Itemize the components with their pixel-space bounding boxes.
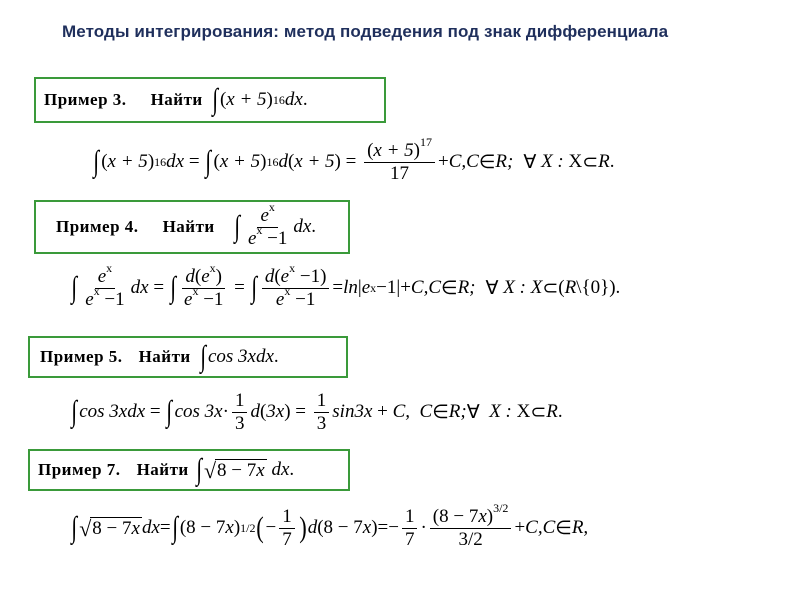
example-3-solution: ∫ ( x + 5 ) 16 dx = ∫ ( x + 5 ) 16 d ( x + 5 ) = $\frac{(x + 5)^{17}}{17}$ + C,C ∈ R; ∀ X : X ⊂ R . (93, 135, 615, 184)
example-7-label: Пример 7. (38, 460, 121, 479)
example-5-integral: ∫ cos 3xdx . (199, 340, 279, 373)
example-7-solution: ∫ √ 8 − 7x dx = ∫ (8 − 7 x ) 1/2 ( − $\frac{1}{7}$ ) d (8 − 7 x ) =− $\frac{1}{7}$ · $\frac{(8 - 7x)^{3/2}}{3/2}$ + C,C ∈ R, (71, 501, 589, 550)
example-3-integral: ∫ ( x + 5 ) 16 dx . (211, 83, 308, 116)
example-3-box (34, 77, 386, 123)
example-3-find: Найти (150, 90, 203, 109)
example-5-find: Найти (138, 347, 191, 366)
example-5-box (28, 336, 348, 378)
example-4-box (34, 200, 350, 254)
example-4-integral: ∫ $\frac{e^x}{e^x -1}$ dx . (233, 199, 317, 249)
example-7-find: Найти (136, 460, 189, 479)
example-4-label: Пример 4. (56, 217, 139, 236)
example-7-box (28, 449, 350, 491)
example-4-solution: ∫ $\frac{e^x}{e^x -1}$ dx = ∫ $\frac{d(e^x)}{e^x -1}$ = ∫ $\frac{d(e^x -1)}{e^x -1}$ = ln | e x −1| + C,C ∈ R; ∀ X : X ⊂ ( R \{0}). (71, 261, 621, 310)
example-7-integral: ∫ √ 8 − 7x dx . (195, 453, 295, 486)
example-5-label: Пример 5. (40, 347, 123, 366)
slide-title: Методы интегрирования: метод подведения под знак дифференциала (62, 22, 669, 41)
example-3-label: Пример 3. (44, 90, 127, 109)
example-4-find: Найти (162, 217, 215, 236)
example-5-solution: ∫ cos 3xdx = ∫ cos 3x · $\frac{1}{3}$ d ( 3x ) = $\frac{1}{3}$ sin3x + C, C ∈ R; ∀ X : X ⊂ R . (71, 390, 563, 434)
